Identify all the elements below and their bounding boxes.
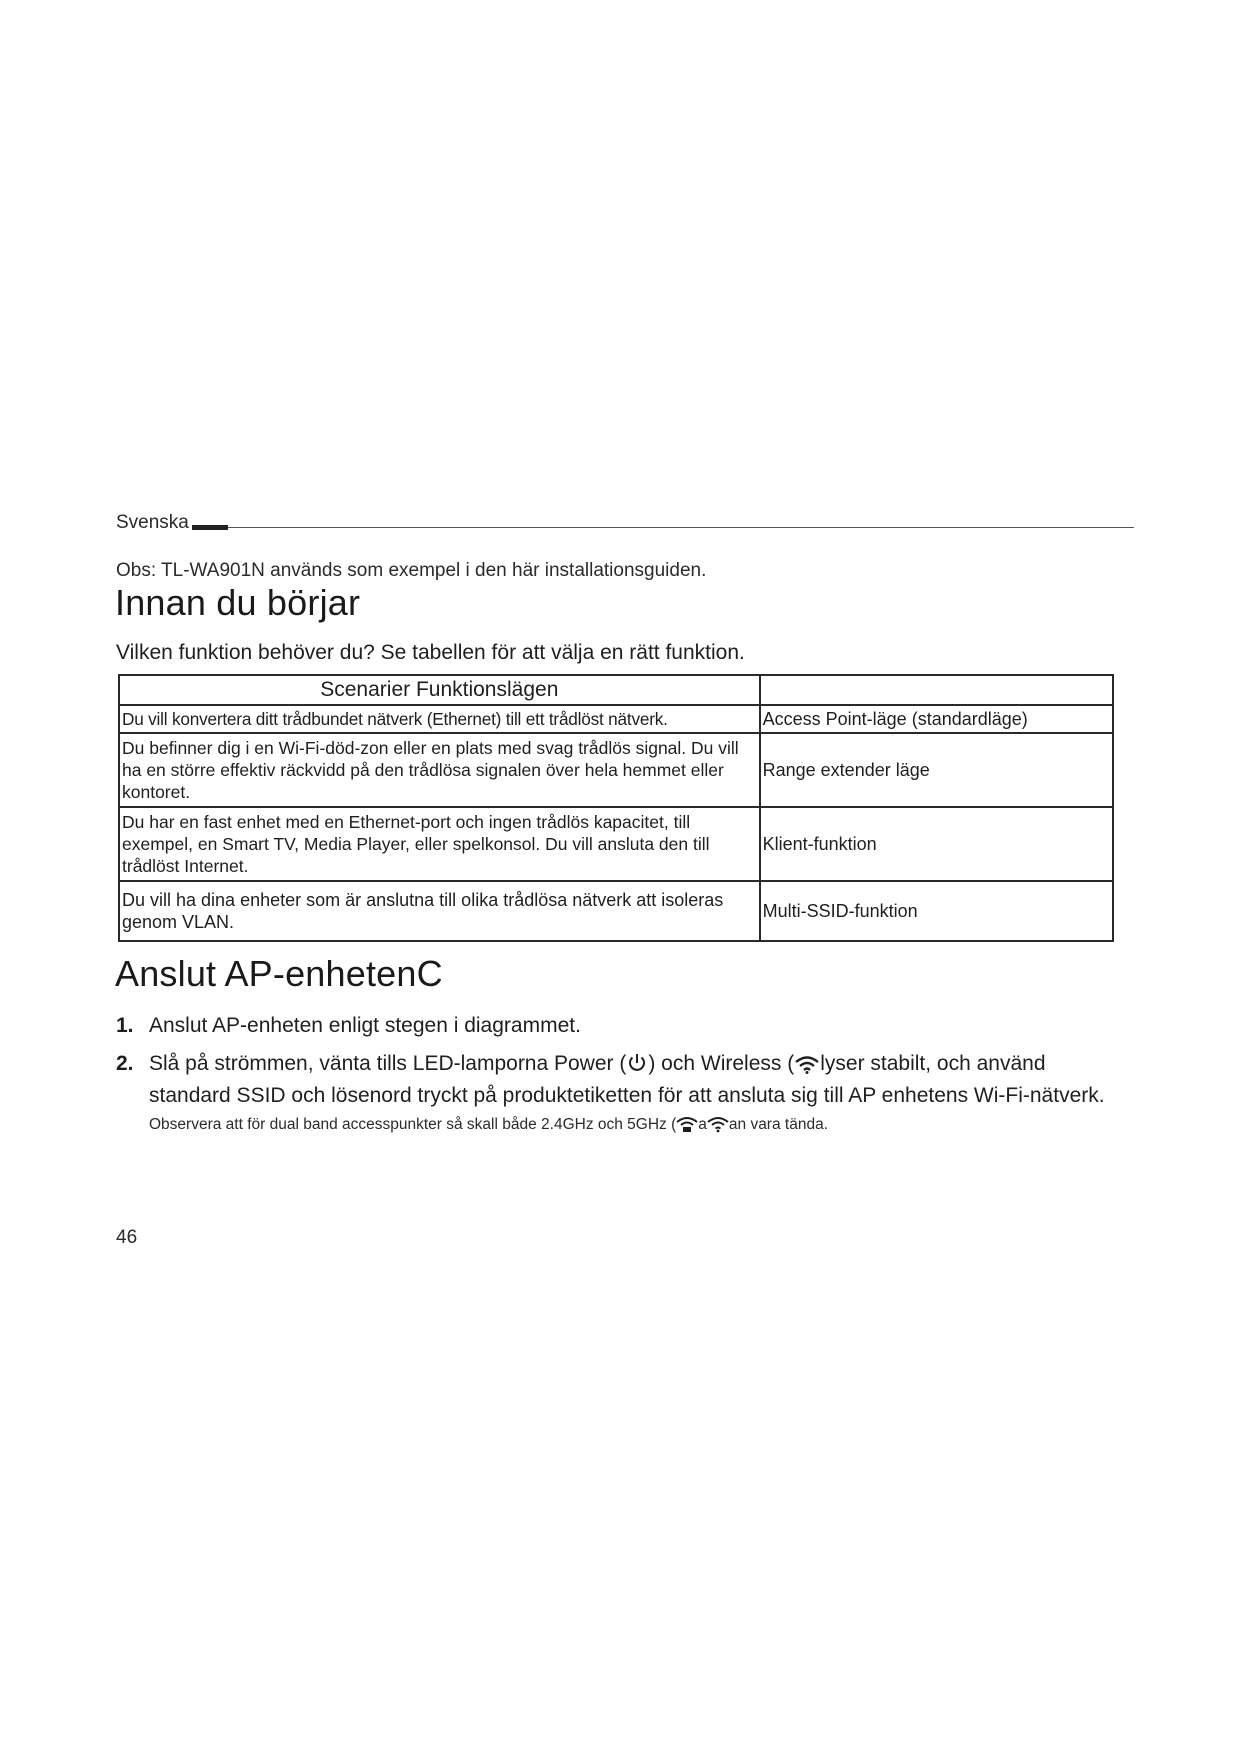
mode-table (118, 674, 1114, 942)
table-cell-mode: Access Point-läge (standardläge) (760, 705, 1113, 733)
header-rule (228, 527, 1134, 528)
step-text-c: lyser stabilt, och använd standard SSID och lösenord tryckt på produktetiketten för att ansluta sig till AP enhetens Wi-Fi-nätverk. (149, 1052, 1105, 1107)
wireless-icon (794, 1054, 820, 1082)
section-title-before-start: Innan du börjar (115, 582, 361, 623)
page-header (116, 512, 1134, 538)
table-header-mode (760, 675, 1113, 705)
table-row (119, 733, 1113, 807)
step-number: 1. (116, 1014, 134, 1037)
step-note: Observera att för dual band accesspunkter så skall både 2.4GHz och 5GHz ( a an vara tända. (149, 1114, 1106, 1140)
list-item (116, 1012, 1106, 1040)
power-icon (626, 1052, 648, 1082)
header-tab-marker (192, 525, 228, 530)
step-text-a: Slå på strömmen, vänta tills LED-lamporna Power ( (149, 1052, 627, 1075)
section-intro: Vilken funktion behöver du? Se tabellen för att välja en rätt funktion. (116, 641, 745, 664)
step-number: 2. (116, 1052, 134, 1075)
steps-list (116, 1012, 1106, 1150)
language-label: Svenska (116, 512, 189, 533)
table-cell-mode: Multi-SSID-funktion (760, 881, 1113, 941)
table-cell-mode: Klient-funktion (760, 807, 1113, 881)
model-note: Obs: TL-WA901N används som exempel i den här installationsguiden. (116, 560, 707, 581)
page-number: 46 (116, 1227, 138, 1248)
step-text: Anslut AP-enheten enligt stegen i diagrammet. (149, 1014, 581, 1037)
wifi-5ghz-icon (707, 1115, 729, 1140)
table-row (119, 705, 1113, 733)
table-row (119, 881, 1113, 941)
table-header-row (119, 675, 1113, 705)
wifi-2.4ghz-icon (676, 1115, 698, 1140)
step-text-b: ) och Wireless ( (648, 1052, 795, 1075)
table-cell-scenario: Du befinner dig i en Wi-Fi-död-zon eller en plats med svag trådlös signal. Du vill ha en större effektiv räckvidd på den trådlösa signalen över hela hemmet eller kontoret. (119, 733, 760, 807)
list-item (116, 1050, 1106, 1140)
table-cell-mode: Range extender läge (760, 733, 1113, 807)
step-note-text-b: an vara tända. (728, 1116, 828, 1133)
table-cell-scenario: Du har en fast enhet med en Ethernet-port och ingen trådlös kapacitet, till exempel, en Smart TV, Media Player, eller spelkonsol. Du vill ansluta den till trådlöst Internet. (119, 807, 760, 881)
table-header-scenario: Scenarier Funktionslägen (119, 675, 760, 705)
table-row (119, 807, 1113, 881)
section-title-connect-ap: Anslut AP-enhetenC (115, 953, 443, 994)
table-cell-scenario: Du vill konvertera ditt trådbundet nätverk (Ethernet) till ett trådlöst nätverk. (119, 705, 760, 733)
table-cell-scenario: Du vill ha dina enheter som är anslutna till olika trådlösa nätverk att isoleras genom VLAN. (119, 881, 760, 941)
step-note-text-a: Observera att för dual band accesspunkter så skall både 2.4GHz och 5GHz ( (149, 1116, 677, 1133)
